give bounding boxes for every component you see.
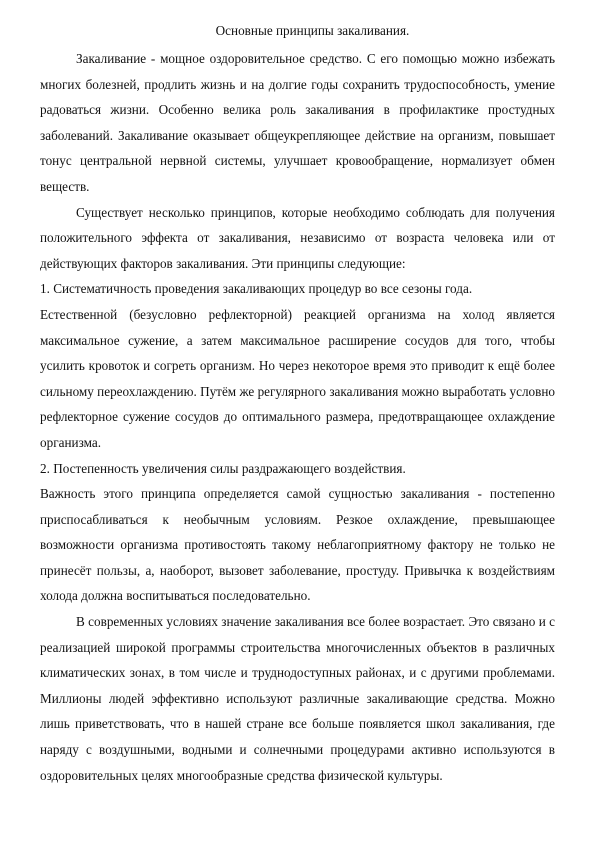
- principle-2-heading: 2. Постепенность увеличения силы раздражающего воздействия.: [40, 460, 406, 476]
- paragraph-modern-conditions: В современных условиях значение закаливания все более возрастает. Это связано и с реализацией широкой программы строительства многочисленных объектов в различных климатических зонах, в том числе и труднодоступных районах, и с другими проблемами. Миллионы людей эффективно используют различные закаливающие средства. Можно лишь приветствовать, что в нашей стране все больше появляется школ закаливания, где наряду с воздушными, водными и солнечными процедурами активно используются в оздоровительных целях многообразные средства физической культуры.: [40, 614, 555, 783]
- paragraph-intro: Закаливание - мощное оздоровительное средство. С его помощью можно избежать многих болезней, продлить жизнь и на долгие годы сохранить трудоспособность, умение радоваться жизни. Особенно велика роль закаливания в профилактике простудных заболеваний. Закаливание оказывает общеукрепляющее действие на организм, повышает тонус центральной нервной системы, улучшает кровообращение, нормализует обмен веществ.: [40, 51, 555, 194]
- principle-1-text: Естественной (безусловно рефлекторной) реакцией организма на холод является максимальное сужение, а затем максимальное расширение сосудов для того, чтобы усилить кровоток и согреть организм. Но через некоторое время это приводит к ещё более сильному переохлаждению. Путём же регулярного закаливания можно выработать условно рефлекторное сужение сосудов до оптимального размера, предотвращающее охлаждение организма.: [40, 306, 555, 450]
- document-title: Основные принципы закаливания.: [215, 23, 410, 38]
- principle-2-text: Важность этого принципа определяется самой сущностью закаливания - постепенно приспосабливаться к необычным условиям. Резкое охлаждение, превышающее возможности организма противостоять такому неблагоприятному фактору не только не принесёт пользы, а, наоборот, вызовет заболевание, простуду. Привычка к воздействиям холода должна воспитываться последовательно.: [40, 486, 555, 604]
- principle-1-heading: 1. Систематичность проведения закаливающих процедур во все сезоны года.: [40, 281, 473, 297]
- paragraph-principles-intro: Существует несколько принципов, которые необходимо соблюдать для получения положительного эффекта от закаливания, независимо от возраста человека или от действующих факторов закаливания. Эти принципы следующие:: [40, 204, 555, 271]
